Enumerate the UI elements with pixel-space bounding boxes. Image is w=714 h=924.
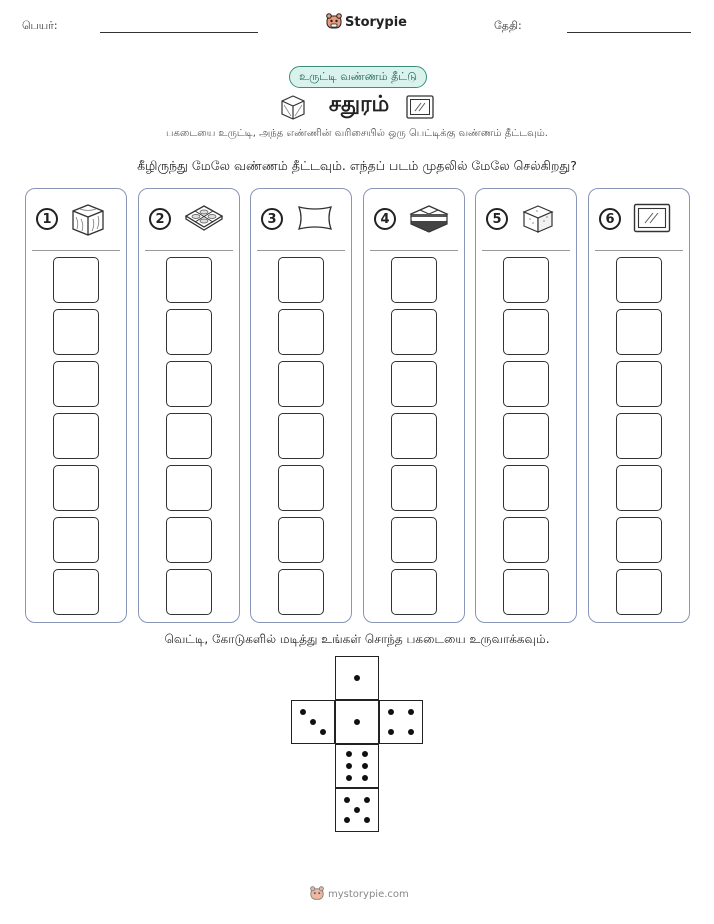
column-number-badge: 2 <box>149 208 171 230</box>
coloring-box[interactable] <box>278 413 324 459</box>
storypie-mascot-icon <box>310 886 324 902</box>
dice-pip <box>320 729 326 735</box>
dice-pip <box>408 709 414 715</box>
sandwich-icon <box>408 203 450 239</box>
coloring-box[interactable] <box>53 309 99 355</box>
column-number-badge: 6 <box>599 208 621 230</box>
dice-face-3 <box>291 700 335 744</box>
instruction-text: பகடையை உருட்டி, அந்த எண்ணின் வரிசையில் ஒரு பெட்டிக்கு வண்ணம் தீட்டவும். <box>166 128 548 139</box>
dice-pip <box>362 751 368 757</box>
coloring-box[interactable] <box>166 309 212 355</box>
storypie-mascot-icon <box>326 13 342 31</box>
dice-pip <box>362 775 368 781</box>
coloring-box[interactable] <box>166 569 212 615</box>
coloring-box[interactable] <box>503 517 549 563</box>
dice-pip <box>344 817 350 823</box>
title-crate-icon <box>280 94 306 124</box>
footer-url[interactable]: mystorypie.com <box>328 888 409 900</box>
dice-pip <box>354 807 360 813</box>
dice-face-1 <box>335 656 379 700</box>
coloring-box[interactable] <box>278 517 324 563</box>
date-line[interactable] <box>567 32 691 33</box>
dice-pip <box>388 709 394 715</box>
dice-face-6 <box>335 744 379 788</box>
dice-pip <box>300 709 306 715</box>
coloring-box[interactable] <box>503 569 549 615</box>
coloring-box[interactable] <box>166 257 212 303</box>
coloring-box[interactable] <box>391 257 437 303</box>
dice-instruction: வெட்டி, கோடுகளில் மடித்து உங்கள் சொந்த பகடையை உருவாக்கவும். <box>164 632 550 646</box>
column-divider <box>482 250 570 251</box>
coloring-box[interactable] <box>503 309 549 355</box>
dice-pip <box>364 797 370 803</box>
column-number-badge: 5 <box>486 208 508 230</box>
coloring-box[interactable] <box>391 309 437 355</box>
coloring-box[interactable] <box>53 465 99 511</box>
window-icon <box>633 203 671 237</box>
dice-pip <box>346 751 352 757</box>
sugar-cube-icon <box>520 203 556 239</box>
coloring-box[interactable] <box>616 569 662 615</box>
coloring-box[interactable] <box>166 361 212 407</box>
coloring-box[interactable] <box>391 569 437 615</box>
column-5 <box>475 188 577 623</box>
coloring-box[interactable] <box>166 413 212 459</box>
name-line[interactable] <box>100 32 258 33</box>
dice-face-5 <box>335 788 379 832</box>
date-label: தேதி: <box>494 19 522 32</box>
coloring-box[interactable] <box>166 517 212 563</box>
column-2 <box>138 188 240 623</box>
dice-pip <box>364 817 370 823</box>
coloring-box[interactable] <box>503 413 549 459</box>
ravioli-square-icon <box>183 203 225 237</box>
coloring-box[interactable] <box>616 257 662 303</box>
coloring-box[interactable] <box>53 517 99 563</box>
coloring-box[interactable] <box>616 361 662 407</box>
column-4 <box>363 188 465 623</box>
coloring-box[interactable] <box>616 413 662 459</box>
column-6 <box>588 188 690 623</box>
page-title: சதுரம் <box>328 92 390 117</box>
dice-pip <box>354 675 360 681</box>
coloring-box[interactable] <box>278 257 324 303</box>
coloring-box[interactable] <box>616 517 662 563</box>
pillow-icon <box>295 203 335 237</box>
dice-face-4 <box>379 700 423 744</box>
column-divider <box>370 250 458 251</box>
coloring-box[interactable] <box>53 413 99 459</box>
footer <box>310 886 409 902</box>
column-number-badge: 4 <box>374 208 396 230</box>
coloring-box[interactable] <box>616 309 662 355</box>
dice-pip <box>388 729 394 735</box>
wooden-crate-icon <box>70 203 106 241</box>
coloring-box[interactable] <box>278 361 324 407</box>
column-divider <box>257 250 345 251</box>
coloring-box[interactable] <box>503 465 549 511</box>
coloring-box[interactable] <box>278 309 324 355</box>
coloring-box[interactable] <box>616 465 662 511</box>
dice-pip <box>346 763 352 769</box>
title-window-icon <box>406 95 434 123</box>
brand-name: Storypie <box>345 14 407 30</box>
coloring-box[interactable] <box>278 569 324 615</box>
column-3 <box>250 188 352 623</box>
column-number-badge: 1 <box>36 208 58 230</box>
coloring-box[interactable] <box>166 465 212 511</box>
dice-pip <box>362 763 368 769</box>
coloring-box[interactable] <box>278 465 324 511</box>
name-label: பெயர்: <box>22 19 58 32</box>
coloring-box[interactable] <box>391 465 437 511</box>
dice-face-1 <box>335 700 379 744</box>
activity-tag: உருட்டி வண்ணம் தீட்டு <box>289 66 427 88</box>
dice-pip <box>344 797 350 803</box>
column-divider <box>595 250 683 251</box>
column-1 <box>25 188 127 623</box>
column-divider <box>145 250 233 251</box>
column-number-badge: 3 <box>261 208 283 230</box>
dice-pip <box>310 719 316 725</box>
question-text: கீழிருந்து மேலே வண்ணம் தீட்டவும். எந்தப் படம் முதலில் மேலே செல்கிறது? <box>137 158 577 173</box>
coloring-box[interactable] <box>53 569 99 615</box>
dice-pip <box>346 775 352 781</box>
coloring-box[interactable] <box>503 361 549 407</box>
dice-pip <box>408 729 414 735</box>
column-divider <box>32 250 120 251</box>
coloring-box[interactable] <box>53 257 99 303</box>
coloring-box[interactable] <box>391 517 437 563</box>
brand-logo <box>326 13 407 31</box>
coloring-box[interactable] <box>391 361 437 407</box>
dice-pip <box>354 719 360 725</box>
coloring-box[interactable] <box>53 361 99 407</box>
coloring-box[interactable] <box>391 413 437 459</box>
coloring-box[interactable] <box>503 257 549 303</box>
